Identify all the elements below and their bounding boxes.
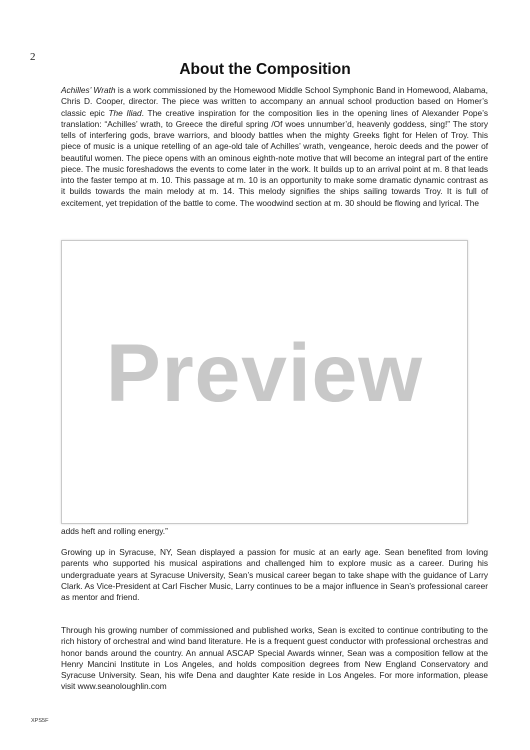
catalog-code: XPS5F [31,718,49,724]
paragraph-text: . The creative inspiration for the composition lies in the opening lines of Alexander Pope’s translation: “Achilles’ wrath, to Greece the direful spring /Of woes unnumber’d, heavenly goddess, sing!” The story tells of interfering gods, brave warriors, and bloody battles when the mighty Greeks fight for Helen of Troy. This piece of music is a unique retelling of an age-old tale of Achilles’ wrath, vengeance, heroic deeds and the power of beautiful women. The piece opens with an ominous eighth-note motive that will become an integral part of the entire piece. The music foreshadows the events to come later in the work. It builds up to an arrival point at m. 8 that leads into the faster tempo at m. 10. This passage at m. 10 is an opportunity to make some dramatic dynamic contrast as it builds towards the main melody at m. 14. This melody signifies the ships sailing towards Troy. It is full of excitement, yet trepidation of the battle to come. The woodwind section at m. 30 should be flowing and lyrical. The [61,107,489,208]
paragraph-text: is a work commissioned by the Homewood Middle School Symphonic Band in Homewood, Alabama, Chris D. Cooper, director. The piece was written to accompany an annual school production based on Homer’s classic epic [61,85,488,118]
page-title: About the Composition [179,61,351,78]
paragraph-text: Through his growing number of commissioned and published works, Sean is excited to continue contributing to the rich history of orchestral and wind band literature. He is a frequent guest conductor with professional orchestras and honor bands around the country. An annual ASCAP Special Awards winner, Sean was a composition fellow at the Henry Mancini Institute in Los Angeles, and holds composition degrees from New England Conservatory and Syracuse University. Sean, his wife Dena and daughter Kate reside in Los Angeles. For more information, please visit www.seanoloughlin.com [61,625,488,692]
biography-paragraph [61,547,488,603]
career-paragraph [61,625,488,693]
epic-title: The Iliad [108,107,142,118]
work-title: Achilles’ Wrath [61,85,116,95]
preview-watermark-overlay [61,240,468,524]
preview-watermark-text: Preview [106,328,423,419]
page-number: 2 [30,51,36,63]
paragraph-last-line: adds heft and rolling energy.” [61,526,168,536]
paragraph-text: Growing up in Syracuse, NY, Sean displayed a passion for music at an early age. Sean benefited from loving parents who supported his musical aspirations and challenged him to explore music as a career. During his undergraduate years at Syracuse University, Sean’s musical career began to take shape with the guidance of Larry Clark. As Vice-President at Carl Fischer Music, Larry continues to be a major influence in Sean’s professional career as mentor and friend. [61,547,488,602]
